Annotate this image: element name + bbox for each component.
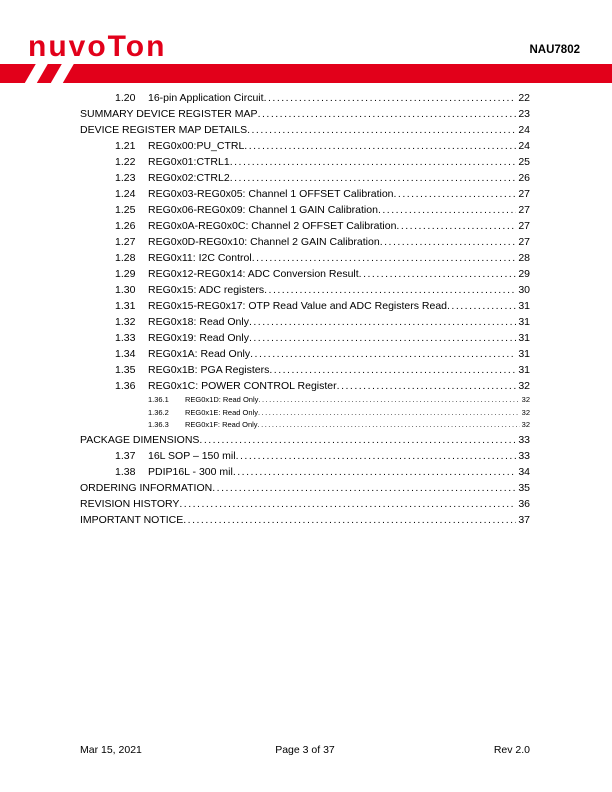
toc-entry[interactable] [80, 234, 530, 250]
toc-entry[interactable] [80, 90, 530, 106]
page-footer [80, 744, 530, 756]
toc-entry-number: 1.24 [115, 188, 136, 200]
toc-entry-page: 27 [518, 220, 530, 232]
toc-dot-leader [359, 266, 517, 282]
toc-entry-page: 35 [518, 481, 530, 494]
banner-stripe [23, 64, 49, 83]
toc-entry[interactable] [80, 138, 530, 154]
toc-entry-page: 31 [518, 300, 530, 312]
footer-page-number: Page 3 of 37 [275, 744, 335, 756]
toc-entry-number: 1.29 [115, 268, 136, 280]
toc-entry[interactable] [80, 122, 530, 138]
toc-entry-number: 1.36 [115, 380, 136, 392]
toc-entry-page: 33 [518, 449, 530, 462]
toc-entry-page: 32 [518, 380, 530, 392]
toc-entry-page: 31 [518, 316, 530, 328]
toc-entry-page: 31 [518, 332, 530, 344]
toc-entry[interactable] [80, 330, 530, 346]
toc-entry-number: 1.35 [115, 364, 136, 376]
toc-entry-number: 1.30 [115, 284, 136, 296]
toc-dot-leader [230, 170, 517, 186]
toc-dot-leader [250, 346, 516, 362]
toc-dot-leader [233, 464, 516, 480]
toc-entry-number: 1.37 [115, 449, 136, 462]
toc-entry-label: PACKAGE DIMENSIONS [80, 433, 200, 446]
toc-dot-leader [380, 234, 517, 250]
toc-entry[interactable] [80, 154, 530, 170]
toc-entry[interactable] [80, 314, 530, 330]
toc-dot-leader [378, 202, 516, 218]
toc-entry-label: REG0x00:PU_CTRL [148, 140, 245, 152]
toc-entry[interactable] [80, 282, 530, 298]
toc-entry-number: 1.22 [115, 156, 136, 168]
toc-entry-page: 29 [518, 268, 530, 280]
toc-entry-label: ORDERING INFORMATION [80, 481, 213, 494]
toc-dot-leader [269, 362, 516, 378]
toc-entry-number: 1.32 [115, 316, 136, 328]
toc-entry-label: REG0x1D: Read Only [185, 395, 259, 404]
toc-entry-label: REG0x02:CTRL2 [148, 172, 230, 184]
toc-entry[interactable] [80, 378, 530, 394]
toc-entry-page: 27 [518, 204, 530, 216]
toc-entry-number: 1.31 [115, 300, 136, 312]
toc-entry-page: 36 [518, 497, 530, 510]
nuvoton-logo: nuvoTon [28, 30, 167, 63]
toc-dot-leader [258, 394, 519, 407]
toc-entry-label: REG0x0D-REG0x10: Channel 2 GAIN Calibration [148, 236, 380, 248]
toc-entry-page: 26 [518, 172, 530, 184]
toc-entry[interactable] [80, 394, 530, 407]
toc-entry-label: REG0x03-REG0x05: Channel 1 OFFSET Calibration [148, 188, 394, 200]
toc-dot-leader [249, 330, 516, 346]
toc-entry-label: IMPORTANT NOTICE [80, 513, 184, 526]
toc-entry-number: 1.36.3 [148, 420, 169, 429]
toc-entry-number: 1.26 [115, 220, 136, 232]
toc-entry[interactable] [80, 250, 530, 266]
toc-entry-label: REG0x15: ADC registers [148, 284, 265, 296]
toc-dot-leader [212, 480, 516, 496]
toc-entry-page: 34 [518, 465, 530, 478]
red-banner [0, 64, 612, 83]
toc-entry-number: 1.36.1 [148, 395, 169, 404]
toc-entry-page: 27 [518, 188, 530, 200]
toc-entry[interactable] [80, 170, 530, 186]
toc-entry-page: 31 [518, 348, 530, 360]
toc-entry[interactable] [80, 512, 530, 528]
toc-entry-number: 1.20 [115, 92, 136, 104]
toc-entry-label: REVISION HISTORY [80, 497, 180, 510]
toc-entry[interactable] [80, 346, 530, 362]
toc-dot-leader [337, 378, 517, 394]
toc-entry-label: 16-pin Application Circuit [148, 92, 264, 104]
toc-dot-leader [249, 314, 516, 330]
toc-entry-label: REG0x1F: Read Only [185, 420, 258, 429]
footer-date: Mar 15, 2021 [80, 744, 142, 756]
toc-entry-page: 27 [518, 236, 530, 248]
toc-dot-leader [258, 419, 520, 432]
toc-entry-page: 32 [521, 407, 530, 417]
toc-entry-label: SUMMARY DEVICE REGISTER MAP [80, 108, 258, 120]
toc-entry-label: REG0x1C: POWER CONTROL Register [148, 380, 337, 392]
toc-entry[interactable] [80, 464, 530, 480]
toc-entry-label: REG0x12-REG0x14: ADC Conversion Result [148, 268, 359, 280]
toc-dot-leader [252, 250, 517, 266]
toc-entry-page: 32 [521, 420, 530, 429]
toc-entry-page: 37 [518, 513, 530, 526]
toc-dot-leader [447, 298, 516, 314]
toc-entry-label: REG0x1B: PGA Registers [148, 364, 270, 376]
toc-entry-number: 1.25 [115, 204, 136, 216]
toc-entry-page: 28 [518, 252, 530, 264]
toc-entry-label: DEVICE REGISTER MAP DETAILS [80, 124, 248, 136]
toc-entry[interactable] [80, 186, 530, 202]
document-number: NAU7802 [529, 44, 580, 56]
toc-entry-label: REG0x15-REG0x17: OTP Read Value and ADC Registers Read [148, 300, 448, 312]
toc-entry-number: 1.33 [115, 332, 136, 344]
toc-dot-leader [236, 448, 517, 464]
toc-entry[interactable] [80, 432, 530, 448]
toc-dot-leader [396, 218, 516, 234]
toc-entry[interactable] [80, 448, 530, 464]
toc-dot-leader [183, 512, 516, 528]
toc-entry-page: 22 [518, 92, 530, 104]
toc-entry-page: 33 [518, 433, 530, 446]
toc-entry-page: 30 [518, 284, 530, 296]
toc-dot-leader [179, 496, 516, 512]
toc-entry-label: 16L SOP – 150 mil [148, 449, 236, 462]
toc-entry-number: 1.21 [115, 140, 136, 152]
toc-entry-page: 23 [518, 108, 530, 120]
toc-entry-page: 25 [518, 156, 530, 168]
toc-dot-leader [258, 106, 517, 122]
toc-entry[interactable] [80, 298, 530, 314]
toc-entry[interactable] [80, 202, 530, 218]
toc-dot-leader [258, 407, 520, 420]
toc-entry-page: 31 [518, 364, 530, 376]
toc-entry-label: REG0x19: Read Only [148, 332, 249, 344]
toc-entry[interactable] [80, 362, 530, 378]
toc-entry-page: 24 [518, 140, 530, 152]
toc-dot-leader [230, 154, 517, 170]
toc-entry-label: REG0x11: I2C Control [148, 252, 252, 264]
toc-entry[interactable] [80, 419, 530, 432]
toc-entry-label: REG0x1E: Read Only [185, 407, 258, 417]
toc-entry-number: 1.23 [115, 172, 136, 184]
toc-entry[interactable] [80, 480, 530, 496]
toc-entry-number: 1.34 [115, 348, 136, 360]
toc-dot-leader [264, 90, 517, 106]
toc-entry[interactable] [80, 266, 530, 282]
toc-entry-label: REG0x18: Read Only [148, 316, 249, 328]
toc-dot-leader [244, 138, 516, 154]
toc-entry-number: 1.27 [115, 236, 136, 248]
toc-entry[interactable] [80, 106, 530, 122]
toc-entry-page: 32 [521, 395, 530, 404]
toc-dot-leader [247, 122, 516, 138]
banner-stripe [49, 64, 75, 83]
toc-dot-leader [394, 186, 517, 202]
toc-entry-label: REG0x0A-REG0x0C: Channel 2 OFFSET Calibration [148, 220, 397, 232]
toc-entry[interactable] [80, 407, 530, 420]
toc-entry-label: PDIP16L - 300 mil [148, 465, 233, 478]
toc-entry-page: 24 [518, 124, 530, 136]
toc-entry-label: REG0x1A: Read Only [148, 348, 251, 360]
toc-entry-number: 1.38 [115, 465, 136, 478]
toc-entry-label: REG0x06-REG0x09: Channel 1 GAIN Calibration [148, 204, 378, 216]
toc-entry[interactable] [80, 218, 530, 234]
toc-dot-leader [264, 282, 516, 298]
toc-dot-leader [199, 432, 516, 448]
footer-revision: Rev 2.0 [493, 744, 530, 756]
toc-entry-number: 1.28 [115, 252, 136, 264]
toc-entry-number: 1.36.2 [148, 407, 169, 417]
toc-entry[interactable] [80, 496, 530, 512]
table-of-contents [80, 90, 530, 528]
toc-entry-label: REG0x01:CTRL1 [148, 156, 230, 168]
